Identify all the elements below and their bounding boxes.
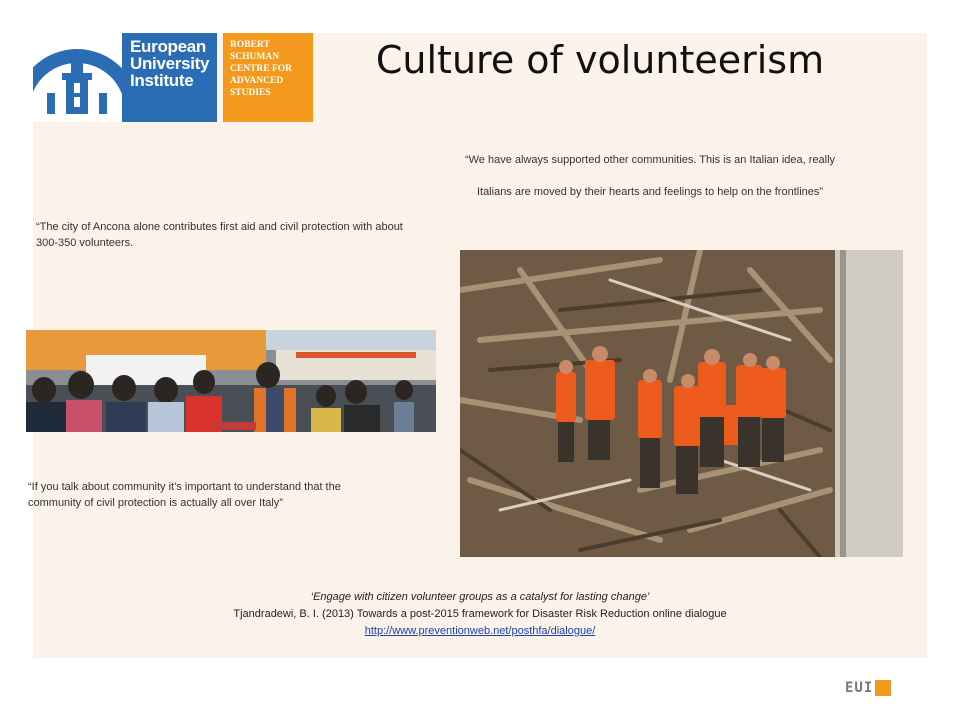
eui-logo [33, 33, 217, 122]
slide-title: Culture of volunteerism [375, 38, 825, 82]
quote-italian-idea-line2: Italians are moved by their hearts and feelings to help on the frontlines” [476, 186, 824, 198]
quote-italian-idea-line1: “We have always supported other communities. This is an Italian idea, really [464, 154, 836, 166]
eui-logo-name: European University Institute [130, 37, 210, 90]
footer-reference: Tjandradewi, B. I. (2013) Towards a post-2015 framework for Disaster Risk Reduction online dialogue [233, 608, 727, 620]
eui-brand-text: EUI [845, 680, 874, 696]
quote-community: “If you talk about community it’s important to understand that the community of civil protection is actually all over Italy” [28, 481, 341, 509]
rsc-logo-name: ROBERT SCHUMAN CENTRE FOR ADVANCED STUDIES [230, 40, 293, 98]
footer-link[interactable]: http://www.preventionweb.net/posthfa/dialogue/ [364, 625, 596, 637]
rescue-rubble-photo [460, 250, 903, 557]
rsc-logo [223, 33, 313, 122]
eui-emblem-icon [33, 33, 122, 122]
volunteer-group-photo [26, 330, 436, 432]
eui-orange-square-icon [875, 680, 891, 696]
quote-ancona: “The city of Ancona alone contributes first aid and civil protection with about 300-350 volunteers. [36, 221, 403, 249]
footer-tagline: ‘Engage with citizen volunteer groups as a catalyst for lasting change’ [310, 591, 650, 603]
